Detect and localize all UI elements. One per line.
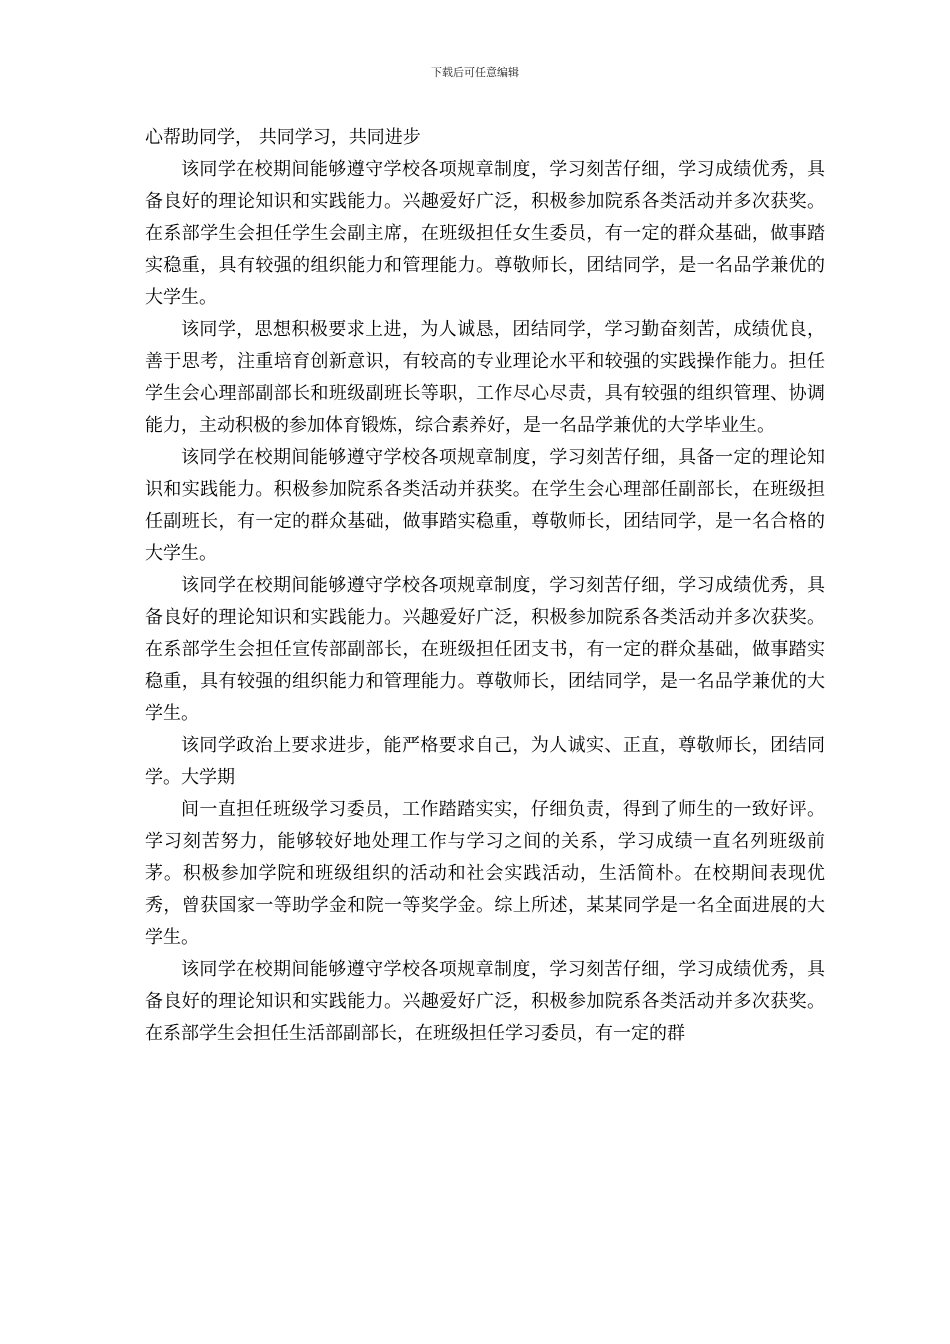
paragraph: 该同学，思想积极要求上进，为人诚恳，团结同学，学习勤奋刻苦，成绩优良，善于思考，注重培育创新意识，有较高的专业理论水平和较强的实践操作能力。担任学生会心理部副部长和班级副班长等职，工作尽心尽责，具有较强的组织管理、协调能力，主动积极的参加体育锻炼，综合素养好，是一名品学兼优的大学毕业生。 bbox=[145, 319, 825, 436]
paragraph: 该同学在校期间能够遵守学校各项规章制度，学习刻苦仔细，学习成绩优秀，具备良好的理论知识和实践能力。兴趣爱好广泛，积极参加院系各类活动并多次获奖。在系部学生会担任生活部副部长，在班级担任学习委员，有一定的群 bbox=[145, 959, 825, 1044]
page-header-note: 下载后可任意编辑 bbox=[431, 66, 519, 79]
document-body bbox=[145, 122, 825, 1050]
paragraph: 该同学在校期间能够遵守学校各项规章制度，学习刻苦仔细，学习成绩优秀，具备良好的理论知识和实践能力。兴趣爱好广泛，积极参加院系各类活动并多次获奖。在系部学生会担任宣传部副部长，在班级担任团支书，有一定的群众基础，做事踏实稳重，具有较强的组织能力和管理能力。尊敬师长，团结同学，是一名品学兼优的大学生。 bbox=[145, 575, 825, 724]
paragraph: 该同学在校期间能够遵守学校各项规章制度，学习刻苦仔细，学习成绩优秀，具备良好的理论知识和实践能力。兴趣爱好广泛，积极参加院系各类活动并多次获奖。在系部学生会担任学生会副主席，在班级担任女生委员，有一定的群众基础，做事踏实稳重，具有较强的组织能力和管理能力。尊敬师长，团结同学，是一名品学兼优的大学生。 bbox=[145, 159, 825, 308]
paragraph-continuation: 心帮助同学， 共同学习，共同进步 bbox=[145, 127, 421, 148]
paragraph: 该同学在校期间能够遵守学校各项规章制度，学习刻苦仔细，具备一定的理论知识和实践能力。积极参加院系各类活动并获奖。在学生会心理部任副部长，在班级担任副班长，有一定的群众基础，做事踏实稳重，尊敬师长，团结同学，是一名合格的大学生。 bbox=[145, 447, 825, 564]
paragraph: 间一直担任班级学习委员，工作踏踏实实，仔细负责，得到了师生的一致好评。学习刻苦努力，能够较好地处理工作与学习之间的关系，学习成绩一直名列班级前茅。积极参加学院和班级组织的活动和社会实践活动，生活简朴。在校期间表现优秀，曾获国家一等助学金和院一等奖学金。综上所述，某某同学是一名全面进展的大学生。 bbox=[145, 799, 825, 948]
paragraph: 该同学政治上要求进步，能严格要求自己，为人诚实、正直，尊敬师长，团结同学。大学期 bbox=[145, 735, 825, 788]
